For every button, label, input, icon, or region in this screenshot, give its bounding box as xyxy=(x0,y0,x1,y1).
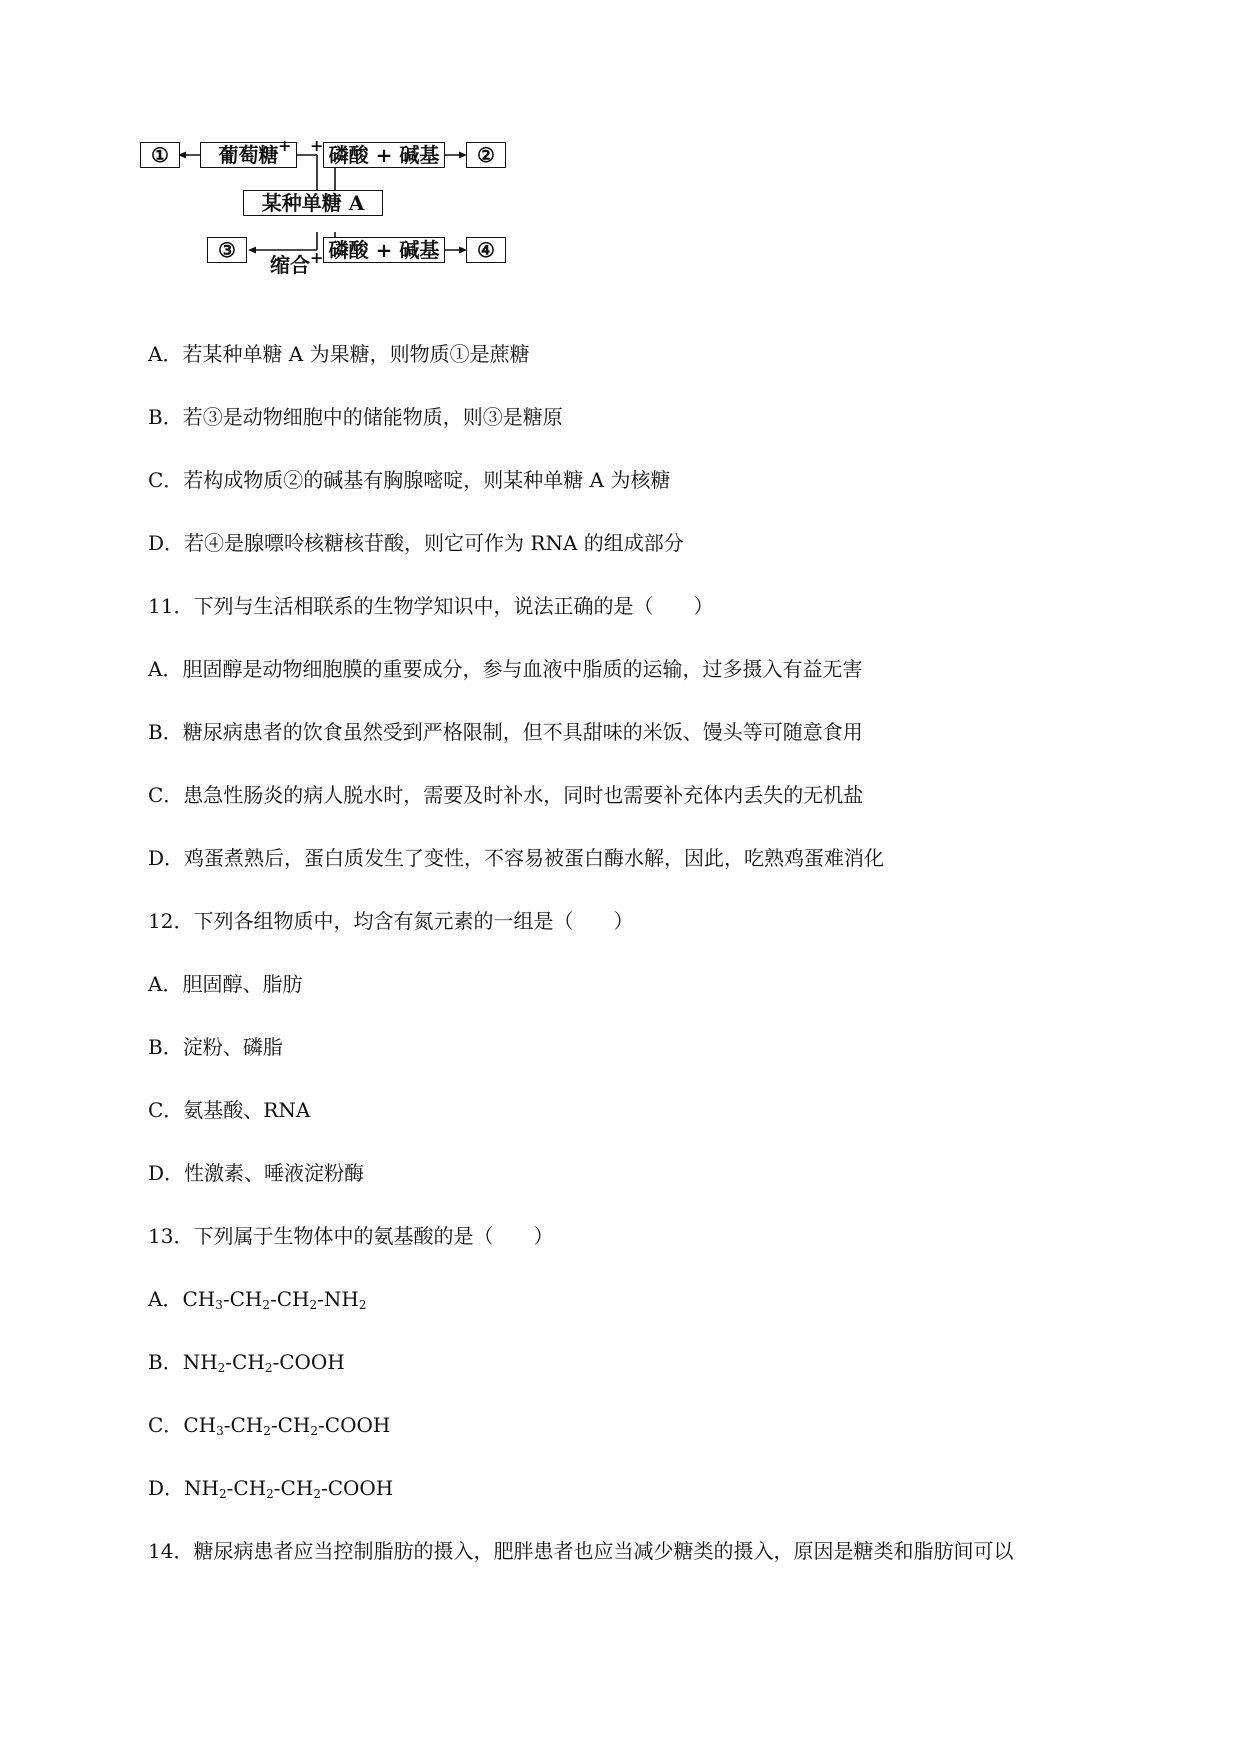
formula-subscript: 2 xyxy=(264,1361,273,1375)
option-prefix: B． xyxy=(148,1350,183,1374)
product-2-box xyxy=(466,142,506,168)
formula-part: -NH xyxy=(317,1287,359,1311)
q13-option-c xyxy=(148,1411,390,1439)
monosaccharide-a-box xyxy=(243,190,383,216)
q10-option-b: B．若③是动物细胞中的储能物质，则③是糖原 xyxy=(148,405,563,429)
q10-option-a: A．若某种单糖 A 为果糖，则物质①是蔗糖 xyxy=(148,342,530,366)
formula-subscript: 2 xyxy=(310,1424,319,1438)
formula-subscript: 2 xyxy=(217,1361,226,1375)
q11-stem: 11．下列与生活相联系的生物学知识中，说法正确的是（ ） xyxy=(148,594,714,618)
formula-part: -CH xyxy=(222,1287,263,1311)
product-4-box xyxy=(466,237,506,263)
product-3-box xyxy=(207,237,247,263)
q12-option-c: C．氨基酸、RNA xyxy=(148,1098,311,1122)
q11-option-d: D．鸡蛋煮熟后，蛋白质发生了变性，不容易被蛋白酶水解，因此，吃熟鸡蛋难消化 xyxy=(148,846,885,870)
q13-option-b xyxy=(148,1348,345,1376)
formula-part: -COOH xyxy=(272,1350,345,1374)
plus-sign-2: + xyxy=(310,136,324,155)
product-1-label: ① xyxy=(151,143,169,167)
q12-option-a: A．胆固醇、脂肪 xyxy=(148,972,303,996)
formula-subscript: 3 xyxy=(215,1298,223,1312)
diagram-connectors xyxy=(150,150,570,310)
phosphate-base-box-2 xyxy=(323,237,445,263)
option-prefix: C． xyxy=(148,1413,184,1437)
formula-part: -CH xyxy=(223,1413,264,1437)
product-1-box xyxy=(140,142,180,168)
q12-option-b: B．淀粉、磷脂 xyxy=(148,1035,283,1059)
formula-part: -COOH xyxy=(318,1413,391,1437)
q11-option-c: C．患急性肠炎的病人脱水时，需要及时补水，同时也需要补充体内丢失的无机盐 xyxy=(148,783,864,807)
formula-part: -CH xyxy=(273,1476,314,1500)
monosaccharide-a-label: 某种单糖 A xyxy=(261,191,365,215)
formula-subscript: 2 xyxy=(309,1298,318,1312)
product-3-label: ③ xyxy=(218,238,236,262)
glucose-label: 葡萄糖 xyxy=(218,143,279,167)
formula-part: -COOH xyxy=(320,1476,394,1500)
plus-sign-3: + xyxy=(310,248,324,267)
formula-part: CH xyxy=(182,1287,216,1311)
formula-part: NH xyxy=(182,1350,218,1374)
formula-subscript: 2 xyxy=(262,1298,270,1312)
q11-option-a: A．胆固醇是动物细胞膜的重要成分，参与血液中脂质的运输，过多摄入有益无害 xyxy=(148,657,863,681)
option-prefix: D． xyxy=(148,1476,185,1500)
q13-stem: 13．下列属于生物体中的氨基酸的是（ ） xyxy=(148,1224,554,1248)
formula-part: -CH xyxy=(225,1350,265,1374)
phosphate-base-label-1: 磷酸 + 碱基 xyxy=(328,143,440,167)
q12-option-d: D．性激素、唾液淀粉酶 xyxy=(148,1161,365,1185)
q13-option-d xyxy=(148,1474,393,1502)
formula-subscript: 2 xyxy=(263,1424,271,1438)
q12-stem: 12．下列各组物质中，均含有氮元素的一组是（ ） xyxy=(148,909,634,933)
formula-part: -CH xyxy=(226,1476,267,1500)
phosphate-base-box-1 xyxy=(323,142,445,168)
formula-subscript: 2 xyxy=(313,1487,321,1501)
biochem-diagram xyxy=(150,136,570,310)
q10-option-d: D．若④是腺嘌呤核糖核苷酸，则它可作为 RNA 的组成部分 xyxy=(148,531,684,555)
formula-subscript: 2 xyxy=(219,1487,227,1501)
option-prefix: A． xyxy=(148,1287,183,1311)
q14-stem: 14．糖尿病患者应当控制脂肪的摄入，肥胖患者也应当减少糖类的摄入，原因是糖类和脂肪间可以 xyxy=(148,1539,1014,1563)
formula-part: -CH xyxy=(270,1287,310,1311)
product-2-label: ② xyxy=(477,143,495,167)
phosphate-base-label-2: 磷酸 + 碱基 xyxy=(328,238,440,262)
condensation-label: 缩合 xyxy=(270,253,310,277)
formula-part: CH xyxy=(183,1413,217,1437)
q13-option-a xyxy=(148,1285,367,1313)
q10-option-c: C．若构成物质②的碱基有胸腺嘧啶，则某种单糖 A 为核糖 xyxy=(148,468,671,492)
plus-sign-1: + xyxy=(278,136,292,155)
product-4-label: ④ xyxy=(477,238,495,262)
formula-subscript: 3 xyxy=(216,1424,224,1438)
formula-part: -CH xyxy=(270,1413,311,1437)
q11-option-b: B．糖尿病患者的饮食虽然受到严格限制，但不具甜味的米饭、馒头等可随意食用 xyxy=(148,720,863,744)
formula-subscript: 2 xyxy=(266,1487,274,1501)
formula-subscript: 2 xyxy=(358,1298,367,1312)
formula-part: NH xyxy=(184,1476,219,1500)
